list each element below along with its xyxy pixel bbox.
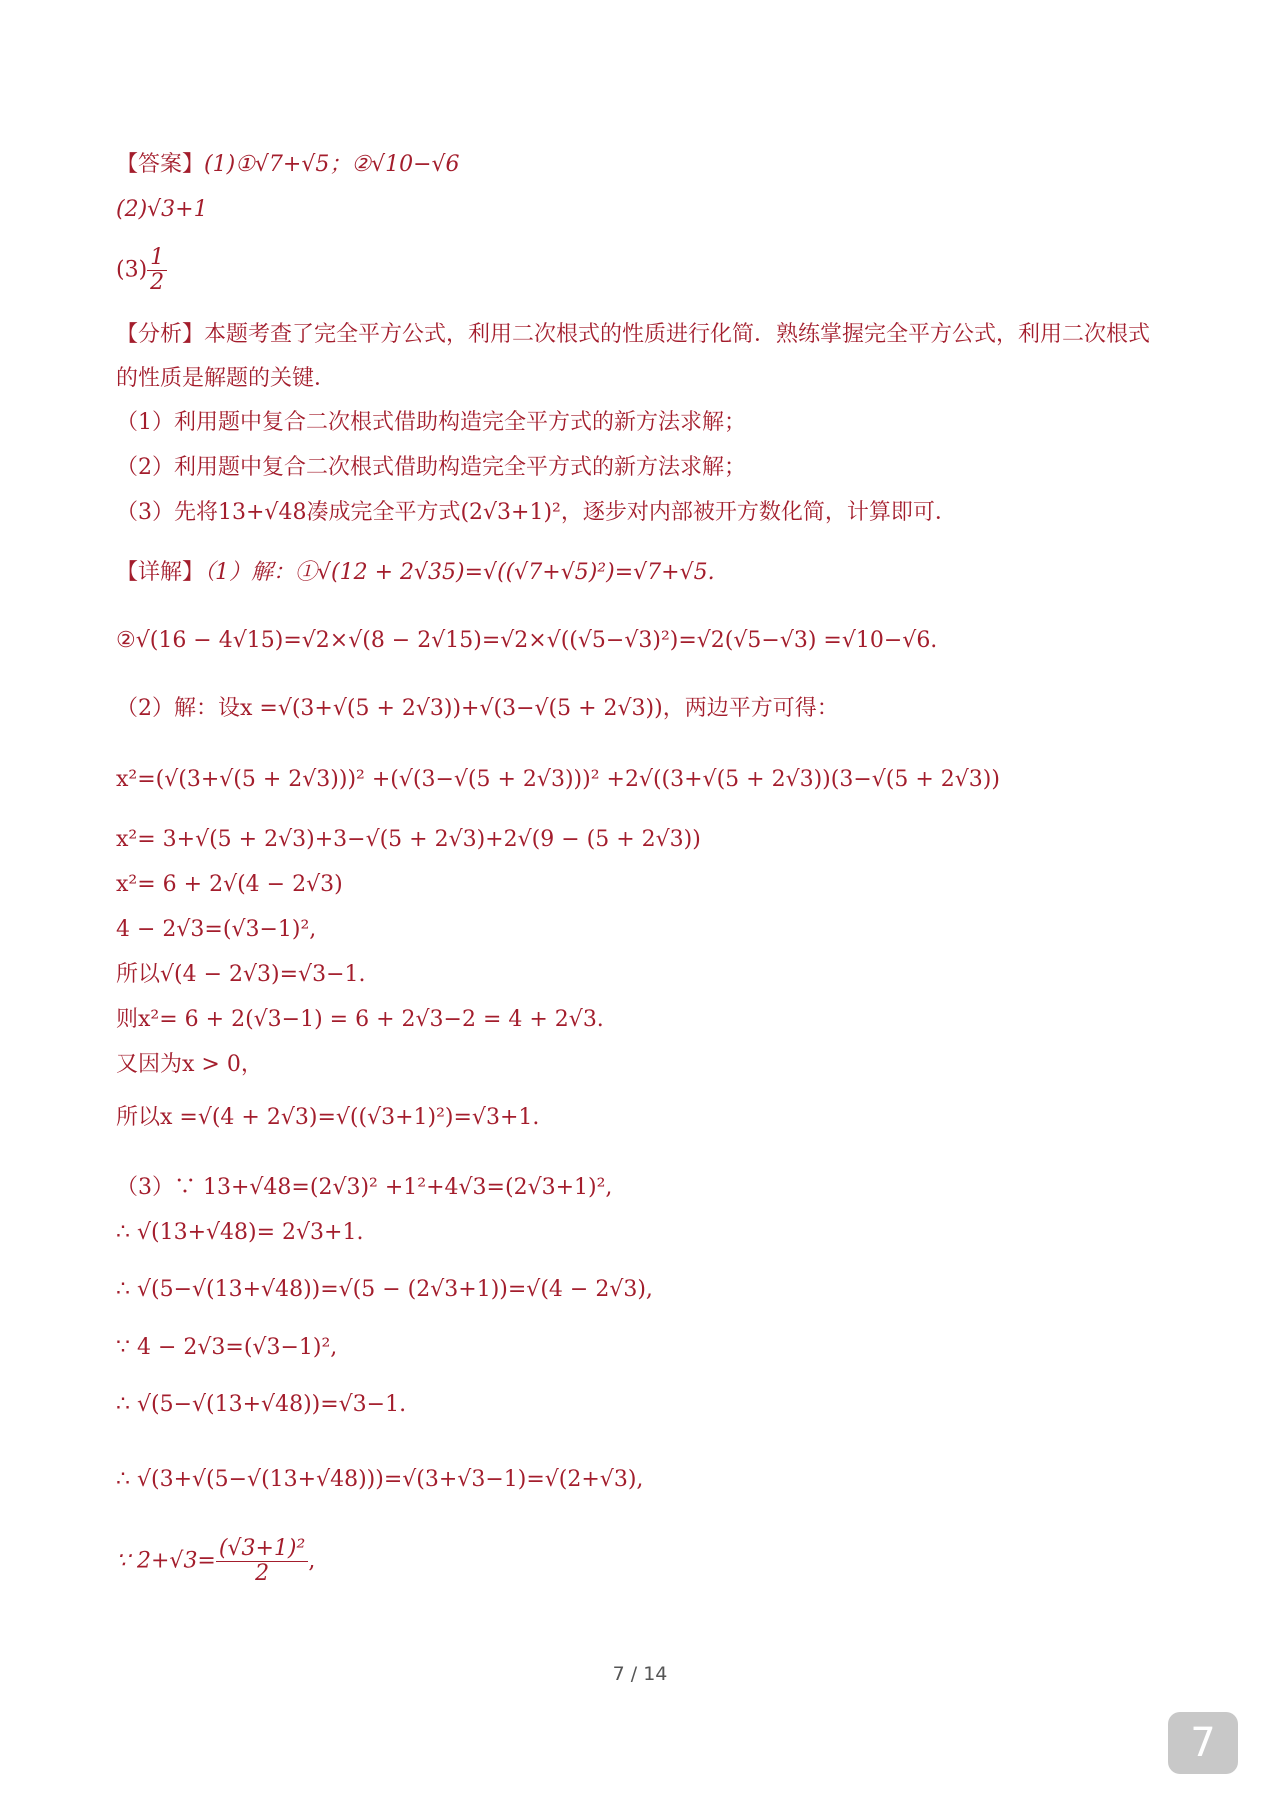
answer-part-1: (1)①√7+√5；②√10−√6: [204, 152, 460, 177]
detail-line-16: ∴ √(5−√(13+√48))=√3−1.: [116, 1392, 407, 1417]
detail-line-15: ∵ 4 − 2√3=(√3−1)²,: [116, 1335, 338, 1360]
detail-line-6: x²= 6 + 2√(4 − 2√3): [116, 872, 343, 897]
analysis-text-2: 的性质是解题的关键．: [116, 366, 337, 391]
page-indicator: 7 / 14: [612, 1663, 668, 1685]
detail-line-18: [116, 1537, 315, 1586]
answer-part-2: (2)√3+1: [116, 197, 208, 222]
detail-line-14: ∴ √(5−√(13+√48))=√(5 − (2√3+1))=√(4 − 2√3),: [116, 1277, 653, 1302]
analysis-label: 【分析】: [116, 322, 205, 347]
fraction-denominator: 2: [255, 1561, 270, 1586]
detail-line-5: x²= 3+√(5 + 2√3)+3−√(5 + 2√3)+2√(9 − (5 + 2√3)): [116, 827, 701, 852]
fraction-denominator: 2: [150, 270, 165, 295]
answer-line-1: [116, 150, 460, 180]
answer-line-3: [116, 246, 167, 295]
fraction-numerator: 1: [147, 246, 167, 271]
analysis-step-1: （1）利用题中复合二次根式借助构造完全平方式的新方法求解；: [116, 410, 746, 435]
analysis-line-1: [116, 320, 1150, 350]
detail-line-18-fraction: [216, 1537, 308, 1586]
fraction-numerator: (√3+1)²: [216, 1537, 308, 1562]
analysis-step-2: （2）利用题中复合二次根式借助构造完全平方式的新方法求解；: [116, 455, 746, 480]
detail-line-4: x²=(√(3+√(5 + 2√3)))² +(√(3−√(5 + 2√3)))² +2√((3+√(5 + 2√3))(3−√(5 + 2√3)): [116, 767, 1000, 792]
detail-line-9: 则x²= 6 + 2(√3−1) = 6 + 2√3−2 = 4 + 2√3.: [116, 1007, 604, 1032]
detail-line-13: ∴ √(13+√48)= 2√3+1.: [116, 1220, 364, 1245]
analysis-line-2: [116, 364, 336, 394]
detail-line-12: （3）∵ 13+√48=(2√3)² +1²+4√3=(2√3+1)²,: [116, 1175, 613, 1200]
detail-line-11: 所以x =√(4 + 2√3)=√((√3+1)²)=√3+1.: [116, 1105, 540, 1130]
analysis-step-3: （3）先将13+√48凑成完全平方式(2√3+1)²，逐步对内部被开方数化简，计算即可．: [116, 500, 957, 525]
detail-line-18-suffix: ,: [308, 1548, 316, 1574]
answer-line-2: [116, 195, 208, 225]
answer-part-3-fraction: [147, 246, 167, 295]
detail-line-7: 4 − 2√3=(√3−1)²,: [116, 917, 317, 942]
answer-part-3-prefix: (3): [116, 257, 148, 283]
answer-label: 【答案】: [116, 152, 205, 177]
analysis-text-1: 本题考查了完全平方公式，利用二次根式的性质进行化简．熟练掌握完全平方公式，利用二次根式: [204, 322, 1151, 347]
detail-line-17: ∴ √(3+√(5−√(13+√48)))=√(3+√3−1)=√(2+√3),: [116, 1467, 644, 1492]
detail-line-2: ②√(16 − 4√15)=√2×√(8 − 2√15)=√2×√((√5−√3)²)=√2(√5−√3) =√10−√6.: [116, 628, 938, 653]
detail-line-8: 所以√(4 − 2√3)=√3−1.: [116, 962, 366, 987]
detail-line-3: （2）解：设x =√(3+√(5 + 2√3))+√(3−√(5 + 2√3))，两边平方可得：: [116, 696, 839, 721]
detail-text-1: （1）解：①√(12 + 2√35)=√((√7+√5)²)=√7+√5.: [204, 560, 715, 585]
page-number-badge[interactable]: 7: [1168, 1712, 1238, 1774]
detail-line-1: [116, 558, 715, 588]
detail-label: 【详解】: [116, 560, 205, 585]
detail-line-18-prefix: ∵ 2+√3=: [116, 1548, 216, 1574]
detail-line-10: 又因为x > 0，: [116, 1052, 263, 1077]
